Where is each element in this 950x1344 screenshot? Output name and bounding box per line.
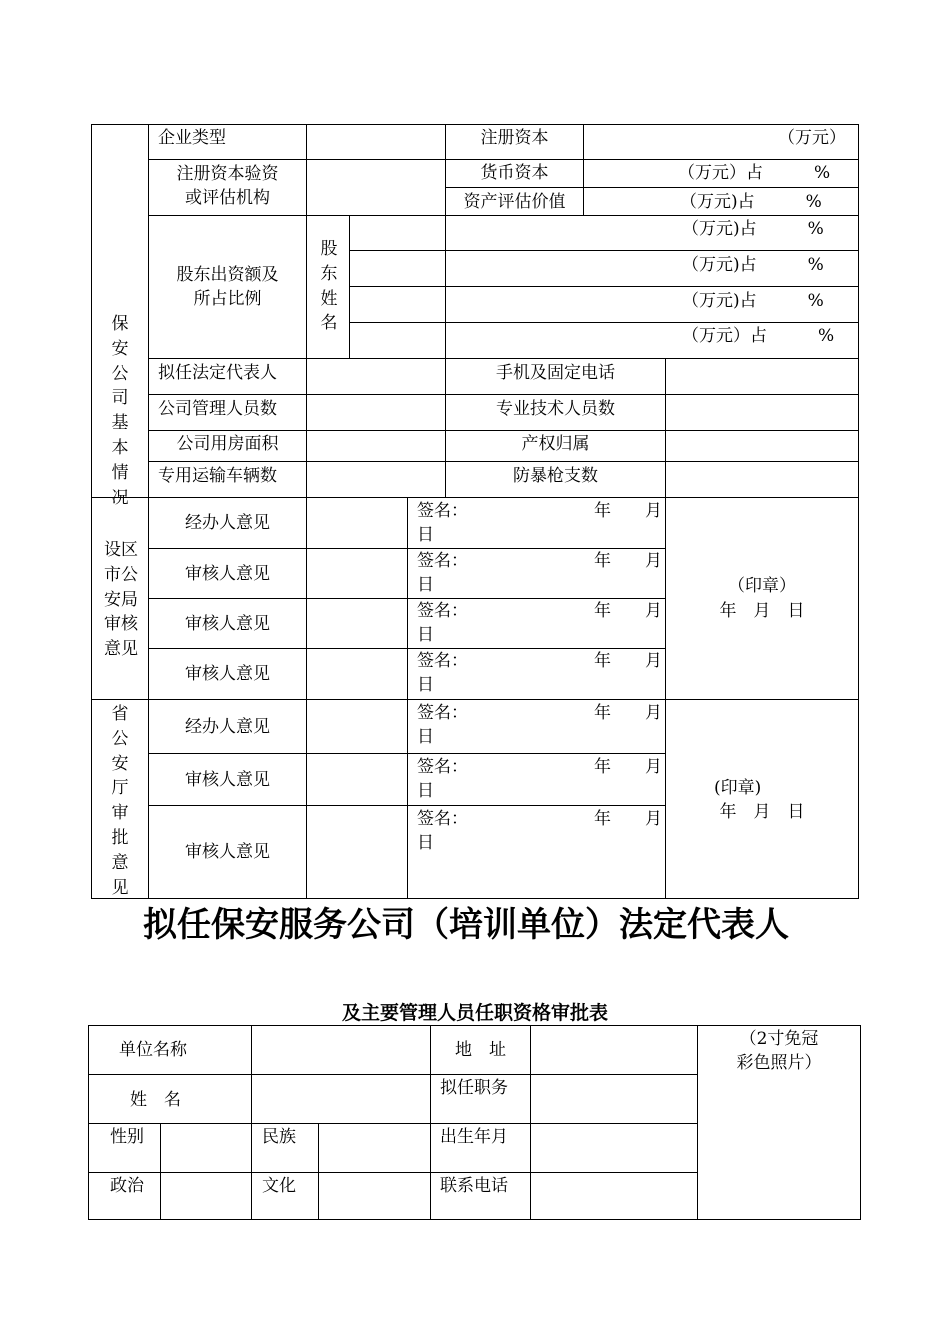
sign-year-month: 年 月 [594,551,662,571]
photo-placeholder-1: （2寸免冠 [739,1029,819,1049]
label-verify-org-2: 或评估机构 [185,188,270,208]
pct-shareholder-4: （万元）占 % [682,326,835,346]
label-vehicles: 专用运输车辆数 [158,466,277,486]
city-handler-label: 经办人意见 [185,513,270,533]
city-seal: （印章） [728,576,796,596]
section-label-city: 设区市公安局审核意见 [104,540,138,660]
sign-year-month: 年 月 [594,651,662,671]
label-verify-org-1: 注册资本验资 [176,164,279,184]
pct-shareholder-1: （万元)占 % [682,219,824,239]
sign-day: 日 [417,625,434,645]
section-label-basic: 保安公司基本情况 [111,314,129,508]
label-birth: 出生年月 [440,1127,508,1147]
prov-reviewer-label-1: 审核人意见 [185,770,270,790]
sign-year-month: 年 月 [594,757,662,777]
sign-label: 签名： [417,757,468,777]
sign-day: 日 [417,525,434,545]
label-managers: 公司管理人员数 [158,399,277,419]
sign-label: 签名： [417,601,468,621]
pct-asset: （万元)占 % [680,192,822,212]
label-position: 拟任职务 [440,1078,508,1098]
sign-year-month: 年 月 [594,601,662,621]
sign-label: 签名： [417,551,468,571]
label-shareholder-1: 股东出资额及 [176,265,279,285]
label-phone: 手机及固定电话 [496,363,615,383]
sign-label: 签名： [417,703,468,723]
sign-label: 签名： [417,651,468,671]
label-office-area: 公司用房面积 [176,434,279,454]
label-unit-name: 单位名称 [119,1040,187,1060]
label-address: 地 址 [455,1040,506,1060]
label-tech-staff: 专业技术人员数 [496,399,615,419]
city-reviewer-label-1: 审核人意见 [185,564,270,584]
label-currency-capital: 货币资本 [480,163,549,183]
label-asset-value: 资产评估价值 [463,192,566,212]
photo-placeholder-2: 彩色照片） [736,1053,822,1073]
form2-title: 拟任保安服务公司（培训单位）法定代表人 [143,905,789,945]
label-enterprise-type: 企业类型 [158,128,226,148]
section-label-province: 省公安厅审批意见 [111,704,129,898]
city-reviewer-label-3: 审核人意见 [185,664,270,684]
sign-day: 日 [417,575,434,595]
sign-day: 日 [417,781,434,801]
sign-day: 日 [417,727,434,747]
label-ownership: 产权归属 [521,434,590,454]
unit-wan-yuan: （万元） [778,128,846,148]
sign-year-month: 年 月 [594,703,662,723]
sign-day: 日 [417,833,434,853]
label-education: 文化 [262,1176,296,1196]
label-contact: 联系电话 [440,1176,508,1196]
pct-currency: （万元）占 % [678,163,831,183]
label-shareholder-name: 股东姓名 [320,239,338,334]
prov-seal: (印章) [714,778,762,798]
prov-handler-label: 经办人意见 [185,717,270,737]
label-politics: 政治 [110,1176,144,1196]
label-riot-guns: 防暴枪支数 [513,466,598,486]
label-gender: 性别 [110,1127,144,1147]
prov-seal-date: 年 月 日 [719,802,805,822]
sign-year-month: 年 月 [594,501,662,521]
sign-label: 签名： [417,809,468,829]
city-seal-date: 年 月 日 [719,601,805,621]
label-registered-capital: 注册资本 [480,128,549,148]
prov-reviewer-label-2: 审核人意见 [185,842,270,862]
pct-shareholder-2: （万元)占 % [682,255,824,275]
pct-shareholder-3: （万元)占 % [682,291,824,311]
city-reviewer-label-2: 审核人意见 [185,614,270,634]
sign-day: 日 [417,675,434,695]
form2-subtitle: 及主要管理人员任职资格审批表 [341,1002,608,1024]
label-name: 姓 名 [130,1090,181,1110]
sign-year-month: 年 月 [594,809,662,829]
label-ethnicity: 民族 [262,1127,296,1147]
label-shareholder-2: 所占比例 [193,289,262,309]
sign-label: 签名： [417,501,468,521]
label-legal-rep: 拟任法定代表人 [158,363,277,383]
